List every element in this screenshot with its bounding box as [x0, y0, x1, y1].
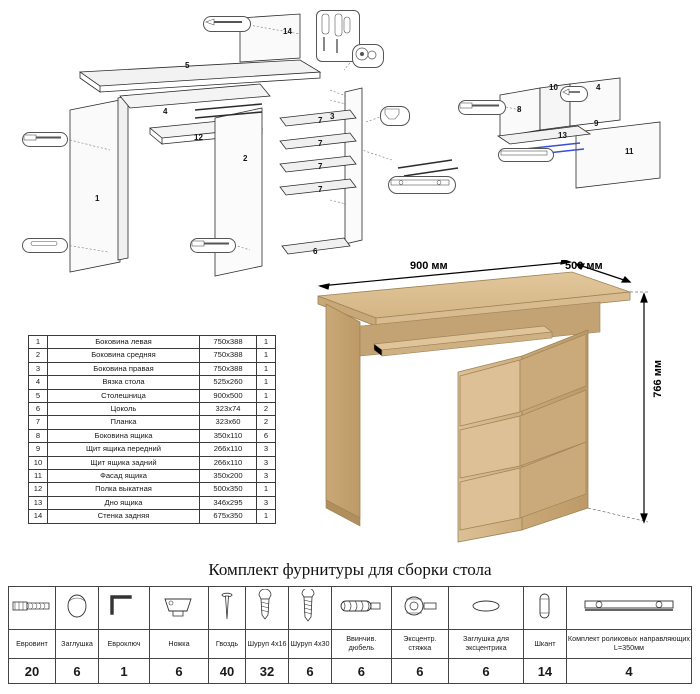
callout-slide-rail-2: [498, 148, 554, 162]
exploded-assembly-diagram: [0, 0, 700, 290]
table-row: [29, 349, 276, 362]
part-number-label: 3: [330, 112, 335, 121]
part-name: Боковина средняя: [48, 349, 200, 362]
callout-slide-rail: [388, 176, 456, 194]
part-number-label: 8: [517, 105, 522, 114]
part-qty: 6: [257, 429, 276, 442]
kit-item-name: Шуруп 4x16: [246, 630, 289, 659]
part-number-label: 7: [318, 185, 323, 194]
kit-item-qty: 14: [523, 659, 566, 684]
kit-item-name: Комплект роликовых направляющих L=350мм: [566, 630, 691, 659]
callout-screw: [560, 86, 588, 102]
kit-item-qty: 6: [56, 659, 99, 684]
part-size: 525x260: [200, 376, 257, 389]
table-row: [29, 389, 276, 402]
part-name: Боковина левая: [48, 336, 200, 349]
callout-euro-screw-2: [190, 238, 236, 253]
table-row: [29, 429, 276, 442]
part-number-label: 9: [594, 119, 599, 128]
table-row: [29, 483, 276, 496]
allen-key-icon: [99, 587, 150, 630]
desk-height-dimension: 766 мм: [652, 360, 664, 398]
kit-icon-row: [9, 587, 692, 630]
table-row: [29, 362, 276, 375]
part-qty: 3: [257, 496, 276, 509]
callout-wood-dowel: [22, 238, 68, 253]
part-size: 750x388: [200, 349, 257, 362]
part-no: 10: [29, 456, 48, 469]
part-qty: 1: [257, 510, 276, 523]
screw-icon: [246, 587, 289, 630]
part-name: Боковина правая: [48, 362, 200, 375]
part-size: 750x388: [200, 362, 257, 375]
part-no: 6: [29, 403, 48, 416]
part-name: Полка выкатная: [48, 483, 200, 496]
part-size: 323x74: [200, 403, 257, 416]
part-qty: 2: [257, 403, 276, 416]
kit-item-qty: 32: [246, 659, 289, 684]
part-qty: 3: [257, 443, 276, 456]
kit-item-qty: 40: [209, 659, 246, 684]
kit-item-name: Заглушка для эксцентрика: [449, 630, 524, 659]
kit-item-name: Шкант: [523, 630, 566, 659]
part-qty: 1: [257, 362, 276, 375]
part-number-label: 6: [313, 247, 318, 256]
part-no: 13: [29, 496, 48, 509]
part-name: Стенка задняя: [48, 510, 200, 523]
kit-item-name: Ножка: [150, 630, 209, 659]
kit-qty-row: [9, 659, 692, 684]
part-no: 11: [29, 470, 48, 483]
nail-icon: [209, 587, 246, 630]
kit-item-name: Заглушка: [56, 630, 99, 659]
part-qty: 3: [257, 470, 276, 483]
callout-cam-lock: [352, 44, 384, 68]
kit-item-qty: 1: [99, 659, 150, 684]
slide-rail-icon: [566, 587, 691, 630]
part-qty: 1: [257, 336, 276, 349]
part-name: Боковина ящика: [48, 429, 200, 442]
part-name: Щит ящика передний: [48, 443, 200, 456]
part-qty: 2: [257, 416, 276, 429]
part-no: 7: [29, 416, 48, 429]
part-qty: 3: [257, 456, 276, 469]
table-row: [29, 456, 276, 469]
part-size: 500x350: [200, 483, 257, 496]
kit-item-name: Евровинт: [9, 630, 56, 659]
table-row: [29, 376, 276, 389]
kit-item-qty: 6: [449, 659, 524, 684]
part-number-label: 13: [558, 131, 567, 140]
desk-width-dimension: 900 мм: [410, 260, 448, 272]
part-size: 675x350: [200, 510, 257, 523]
part-name: Вязка стола: [48, 376, 200, 389]
kit-item-name: Эксцентр. стяжка: [391, 630, 449, 659]
callout-screw-4x16: [203, 16, 251, 32]
part-name: Щит ящика задний: [48, 456, 200, 469]
kit-item-qty: 20: [9, 659, 56, 684]
table-row: [29, 496, 276, 509]
kit-item-qty: 4: [566, 659, 691, 684]
part-number-label: 14: [283, 27, 292, 36]
part-number-label: 11: [625, 147, 634, 156]
desk-depth-dimension: 500 мм: [565, 260, 603, 272]
part-number-label: 4: [596, 83, 601, 92]
part-number-label: 1: [95, 194, 100, 203]
kit-item-name: Евроключ: [99, 630, 150, 659]
screw-long-icon: [289, 587, 332, 630]
part-no: 1: [29, 336, 48, 349]
part-qty: 1: [257, 389, 276, 402]
hardware-kit-table: [8, 586, 692, 684]
part-name: Дно ящика: [48, 496, 200, 509]
table-row: [29, 336, 276, 349]
kit-item-qty: 6: [391, 659, 449, 684]
callout-euro-screw-3: [458, 100, 506, 115]
part-number-label: 12: [194, 133, 203, 142]
part-qty: 1: [257, 483, 276, 496]
table-row: [29, 470, 276, 483]
kit-item-qty: 6: [332, 659, 392, 684]
part-number-label: 7: [318, 162, 323, 171]
part-number-label: 5: [185, 61, 190, 70]
part-size: 346x295: [200, 496, 257, 509]
euro-screw-icon: [9, 587, 56, 630]
part-size: 323x60: [200, 416, 257, 429]
kit-item-qty: 6: [289, 659, 332, 684]
kit-item-name: Шуруп 4x30: [289, 630, 332, 659]
part-no: 3: [29, 362, 48, 375]
cap-icon: [56, 587, 99, 630]
kit-item-name: Гвоздь: [209, 630, 246, 659]
parts-table: [28, 335, 276, 524]
table-row: [29, 443, 276, 456]
table-row: [29, 416, 276, 429]
part-number-label: 7: [318, 116, 323, 125]
part-number-label: 2: [243, 154, 248, 163]
part-no: 9: [29, 443, 48, 456]
part-number-label: 7: [318, 139, 323, 148]
part-qty: 1: [257, 349, 276, 362]
callout-euro-screw: [22, 132, 68, 147]
foot-icon: [150, 587, 209, 630]
table-row: [29, 403, 276, 416]
part-no: 2: [29, 349, 48, 362]
wood-dowel-icon: [523, 587, 566, 630]
part-no: 4: [29, 376, 48, 389]
desk-render: [300, 260, 690, 550]
part-size: 266x110: [200, 443, 257, 456]
part-qty: 1: [257, 376, 276, 389]
part-number-label: 10: [549, 83, 558, 92]
part-name: Планка: [48, 416, 200, 429]
part-number-label: 4: [163, 107, 168, 116]
part-name: Фасад ящика: [48, 470, 200, 483]
part-size: 350x110: [200, 429, 257, 442]
part-size: 750x388: [200, 336, 257, 349]
part-no: 14: [29, 510, 48, 523]
part-name: Столешница: [48, 389, 200, 402]
part-size: 350x200: [200, 470, 257, 483]
part-no: 8: [29, 429, 48, 442]
part-size: 900x500: [200, 389, 257, 402]
cam-cap-icon: [449, 587, 524, 630]
part-size: 266x110: [200, 456, 257, 469]
hardware-kit-title: Комплект фурнитуры для сборки стола: [208, 560, 492, 579]
part-no: 12: [29, 483, 48, 496]
dowel-icon: [332, 587, 392, 630]
callout-foot: [380, 106, 410, 126]
kit-name-row: [9, 630, 692, 659]
table-row: [29, 510, 276, 523]
part-name: Цоколь: [48, 403, 200, 416]
part-no: 5: [29, 389, 48, 402]
cam-lock-icon: [391, 587, 449, 630]
kit-item-name: Ввинчив. дюбель: [332, 630, 392, 659]
kit-item-qty: 6: [150, 659, 209, 684]
